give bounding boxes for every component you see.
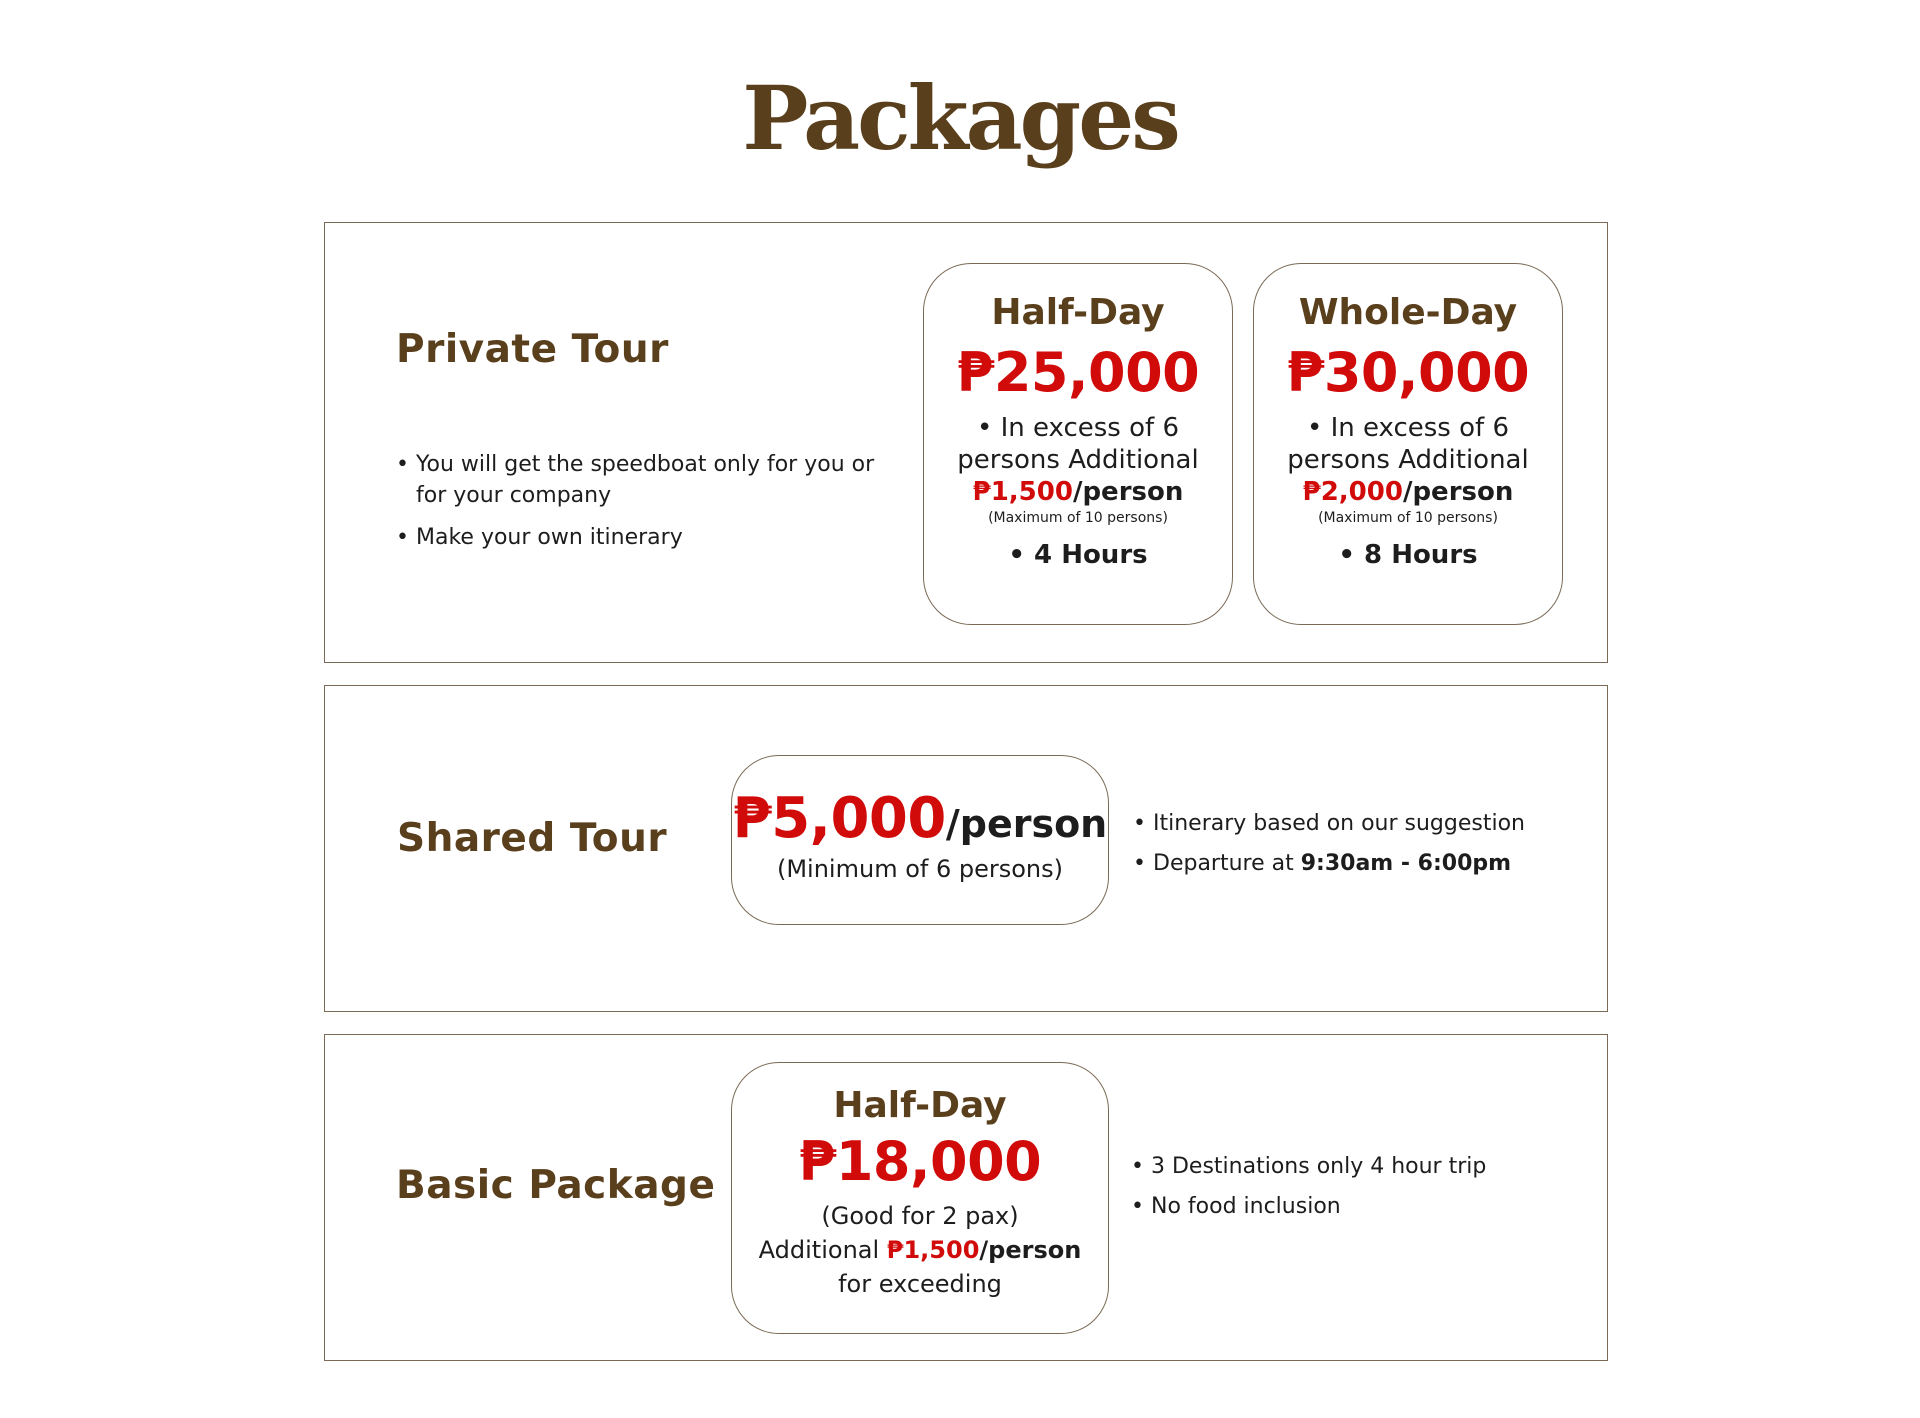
card-price: ₱18,000 xyxy=(798,1130,1042,1193)
private-tour-section xyxy=(324,222,1608,663)
card-price: ₱25,000 xyxy=(956,341,1200,404)
card-max-note: (Maximum of 10 persons) xyxy=(988,510,1168,526)
card-additional: Additional ₱1,500/person xyxy=(758,1236,1082,1264)
card-price: ₱5,000 xyxy=(732,786,946,851)
basic-package-card[interactable] xyxy=(731,1062,1109,1334)
shared-tour-section xyxy=(324,685,1608,1012)
page-title: Packages xyxy=(742,66,1178,170)
card-excess-price: ₱1,500/person xyxy=(972,477,1184,507)
card-excess-text: • In excess of 6 persons Additional xyxy=(957,413,1199,475)
list-item: • Itinerary based on our suggestion xyxy=(1133,804,1553,844)
shared-tour-card[interactable] xyxy=(731,755,1109,925)
basic-package-section xyxy=(324,1034,1608,1361)
half-day-card[interactable] xyxy=(923,263,1233,625)
per-person-label: /person xyxy=(945,802,1108,846)
card-excess-price: ₱2,000/person xyxy=(1302,477,1514,507)
card-title: Half-Day xyxy=(833,1085,1007,1126)
card-title: Half-Day xyxy=(991,292,1165,333)
private-tour-bullets xyxy=(396,449,876,553)
list-item: • Make your own itinerary xyxy=(396,522,876,553)
shared-tour-title: Shared Tour xyxy=(397,816,668,861)
list-item: • Departure at 9:30am - 6:00pm xyxy=(1133,844,1553,884)
card-good-for: (Good for 2 pax) xyxy=(821,1202,1019,1230)
card-hours: • 8 Hours xyxy=(1338,540,1478,570)
card-hours: • 4 Hours xyxy=(1008,540,1148,570)
card-price: ₱30,000 xyxy=(1286,341,1530,404)
list-item: • No food inclusion xyxy=(1131,1187,1551,1227)
card-max-note: (Maximum of 10 persons) xyxy=(1318,510,1498,526)
basic-package-bullets xyxy=(1131,1147,1551,1227)
list-item: • You will get the speedboat only for you or for your company xyxy=(396,449,876,511)
list-item: • 3 Destinations only 4 hour trip xyxy=(1131,1147,1551,1187)
card-price-line xyxy=(732,786,1108,851)
whole-day-card[interactable] xyxy=(1253,263,1563,625)
card-title: Whole-Day xyxy=(1298,292,1518,333)
card-excess-text: • In excess of 6 persons Additional xyxy=(1287,413,1529,475)
private-tour-title: Private Tour xyxy=(396,327,669,372)
shared-tour-bullets xyxy=(1133,804,1553,884)
card-minimum-note: (Minimum of 6 persons) xyxy=(776,855,1063,883)
basic-package-title: Basic Package xyxy=(396,1163,716,1208)
card-exceeding: for exceeding xyxy=(838,1270,1002,1298)
